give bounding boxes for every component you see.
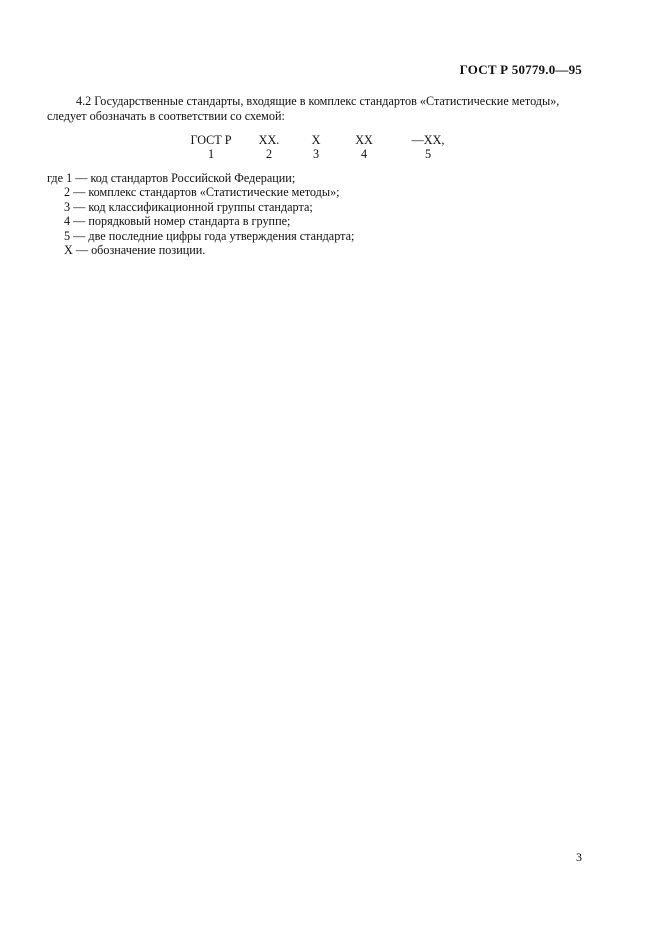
scheme-part-number <box>355 133 373 161</box>
paragraph-line-1: 4.2 Государственные стандарты, входящие в комплекс стандартов «Статистические методы», <box>76 94 560 108</box>
scheme-index: 3 <box>312 147 320 161</box>
scheme-part-complex <box>259 133 280 161</box>
scheme-index: 4 <box>360 147 368 161</box>
paragraph-line-2: следует обозначать в соответствии со схемой: <box>47 109 285 123</box>
scheme-symbol: XX. <box>258 133 280 147</box>
definitions-list <box>47 171 587 257</box>
definition-item: где 1 — код стандартов Российской Федерации; <box>47 171 296 185</box>
scheme-symbol: XX <box>355 133 373 147</box>
definition-item: 2 — комплекс стандартов «Статистические методы»; <box>64 185 340 200</box>
definition-item: X — обозначение позиции. <box>64 243 206 258</box>
scheme-part-gost <box>190 133 231 161</box>
scheme-symbol: X <box>311 133 321 147</box>
definition-item: 3 — код классификационной группы стандарта; <box>64 199 313 214</box>
page-number: 3 <box>576 850 582 864</box>
definition-item: 5 — две последние цифры года утверждения стандарта; <box>64 228 355 243</box>
scheme-index: 1 <box>207 147 215 161</box>
scheme-part-year <box>412 133 445 161</box>
section-paragraph <box>47 94 583 124</box>
document-header-code: ГОСТ Р 50779.0—95 <box>459 62 582 77</box>
scheme-part-group <box>312 133 321 161</box>
definitions-lead: где <box>47 171 64 185</box>
scheme-symbol: ГОСТ Р <box>190 133 232 147</box>
scheme-index: 2 <box>265 147 273 161</box>
scheme-index: 5 <box>424 147 432 161</box>
definition-item: 4 — порядковый номер стандарта в группе; <box>64 214 291 229</box>
scheme-symbol: —XX, <box>411 133 445 147</box>
